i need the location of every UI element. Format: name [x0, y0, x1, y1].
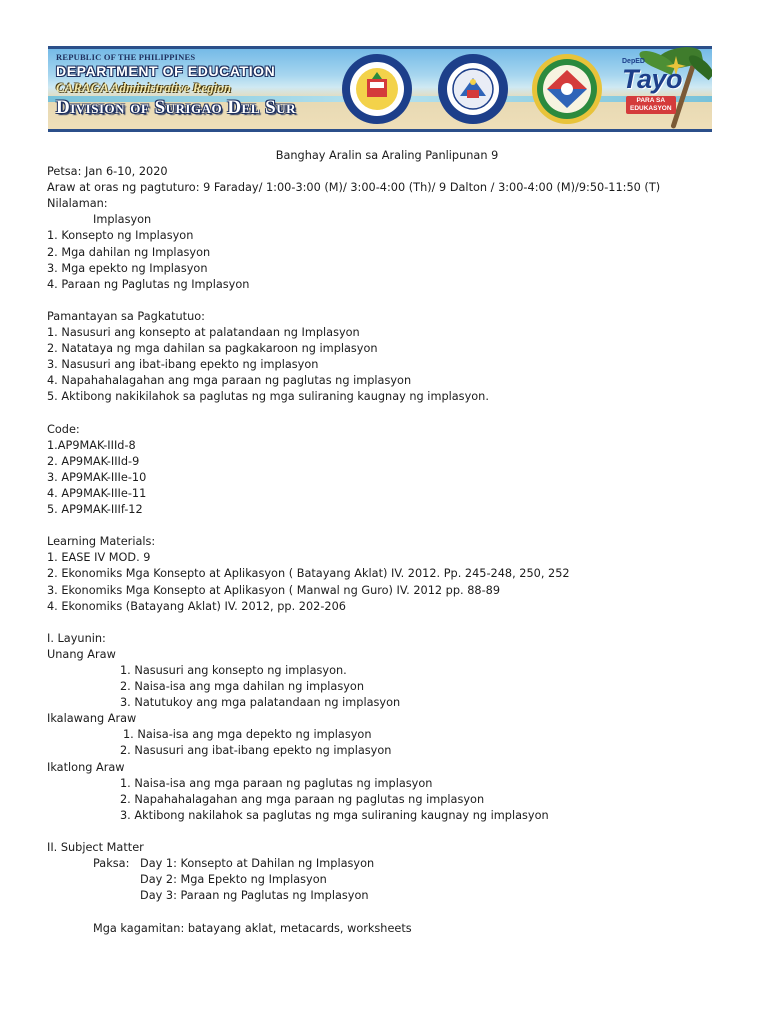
list-item: 5. Aktibong nakikilahok sa paglutas ng mga suliraning kaugnay ng implasyon. [47, 390, 489, 404]
list-item: 1. EASE IV MOD. 9 [47, 551, 151, 565]
list-item: 1.AP9MAK-IIId-8 [47, 438, 136, 452]
paksa-label: Paksa: [93, 857, 130, 871]
list-item: 1. Naisa-isa ang mga depekto ng implasyon [123, 728, 372, 742]
list-item: 2. Nasusuri ang ibat-ibang epekto ng implasyon [120, 744, 392, 758]
tayo-deped-label: DepED [622, 58, 645, 65]
code-heading: Code: [47, 422, 80, 436]
day2-label: Ikalawang Araw [47, 712, 137, 726]
list-item: 4. AP9MAK-IIIe-11 [47, 486, 147, 500]
list-item: 2. Napahahalagahan ang mga paraan ng paglutas ng implasyon [120, 792, 485, 806]
division-label: Division of Surigao Del Sur [56, 97, 296, 118]
materials-heading: Learning Materials: [47, 535, 156, 549]
deped-seal-logo [436, 52, 510, 126]
tayo-subtitle-line1: PARA SA [636, 97, 666, 104]
paksa-day2: Day 2: Mga Epekto ng Implasyon [140, 873, 327, 887]
list-item: 3. Nasusuri ang ibat-ibang epekto ng implasyon [47, 358, 319, 372]
nilalaman-heading: Nilalaman: [47, 197, 108, 211]
lesson-plan-body [47, 148, 727, 937]
list-item: 2. Natataya ng mga dahilan sa pagkakaroon ng implasyon [47, 342, 378, 356]
banner-bottom-rule [48, 129, 712, 132]
schedule-line: Araw at oras ng pagtuturo: 9 Faraday/ 1:00-3:00 (M)/ 3:00-4:00 (Th)/ 9 Dalton / 3:00-4:00 (M)/9:50-11:50 (T) [47, 181, 661, 195]
tayo-wordmark: Tayo [622, 64, 683, 94]
list-item: 1. Naisa-isa ang mga paraan ng paglutas ng implasyon [120, 776, 433, 790]
letterhead-text [56, 52, 296, 119]
list-item: 1. Nasusuri ang konsepto at palatandaan ng Implasyon [47, 326, 360, 340]
tayo-edukasyon-logo [616, 56, 690, 122]
list-item: 2. Mga dahilan ng Implasyon [47, 245, 211, 259]
list-item: 2. Ekonomiks Mga Konsepto at Aplikasyon ( Batayang Aklat) IV. 2012. Pp. 245-248, 250, 252 [47, 567, 570, 581]
list-item: 4. Napahahalagahan ang mga paraan ng paglutas ng implasyon [47, 374, 412, 388]
region-label: CARAGA Administrative Region [56, 80, 232, 95]
tayo-subtitle-line2: EDUKASYON [630, 105, 672, 112]
day1-label: Unang Araw [47, 647, 116, 661]
kagamitan-line: Mga kagamitan: batayang aklat, metacards, worksheets [93, 921, 412, 935]
paksa-day1: Day 1: Konsepto at Dahilan ng Implasyon [140, 857, 375, 871]
date-line: Petsa: Jan 6-10, 2020 [47, 165, 168, 179]
nilalaman-topic: Implasyon [93, 213, 152, 227]
list-item: 4. Paraan ng Paglutas ng Implasyon [47, 277, 250, 291]
paksa-row [47, 856, 727, 872]
tayo-subtitle [626, 96, 676, 114]
list-item: 2. Naisa-isa ang mga dahilan ng implasyon [120, 680, 364, 694]
subject-matter-heading: II. Subject Matter [47, 841, 144, 855]
document-title: Banghay Aralin sa Araling Panlipunan 9 [275, 149, 499, 162]
list-item: 1. Konsepto ng Implasyon [47, 229, 194, 243]
list-item: 3. Mga epekto ng Implasyon [47, 261, 208, 275]
list-item: 3. AP9MAK-IIIe-10 [47, 470, 147, 484]
list-item: 3. Aktibong nakilahok sa paglutas ng mga suliraning kaugnay ng implasyon [120, 808, 549, 822]
list-item: 2. AP9MAK-IIId-9 [47, 454, 140, 468]
department-label: DEPARTMENT OF EDUCATION [56, 63, 276, 79]
list-item: 3. Ekonomiks Mga Konsepto at Aplikasyon ( Manwal ng Guro) IV. 2012 pp. 88-89 [47, 583, 501, 597]
list-item: 3. Natutukoy ang mga palatandaan ng implasyon [120, 696, 401, 710]
list-item: 5. AP9MAK-IIIf-12 [47, 503, 143, 517]
division-seal-logo [530, 52, 604, 126]
layunin-heading: I. Layunin: [47, 631, 106, 645]
school-seal-logo [340, 52, 414, 126]
day3-label: Ikatlong Araw [47, 760, 125, 774]
list-item: 4. Ekonomiks (Batayang Aklat) IV. 2012, pp. 202-206 [47, 599, 346, 613]
paksa-day3: Day 3: Paraan ng Paglutas ng Implasyon [140, 889, 369, 903]
letterhead-banner [48, 46, 712, 132]
banner-top-rule [48, 46, 712, 49]
list-item: 1. Nasusuri ang konsepto ng implasyon. [120, 664, 347, 677]
republic-label: REPUBLIC OF THE PHILIPPINES [56, 52, 196, 62]
pamantayan-heading: Pamantayan sa Pagkatutuo: [47, 309, 205, 323]
